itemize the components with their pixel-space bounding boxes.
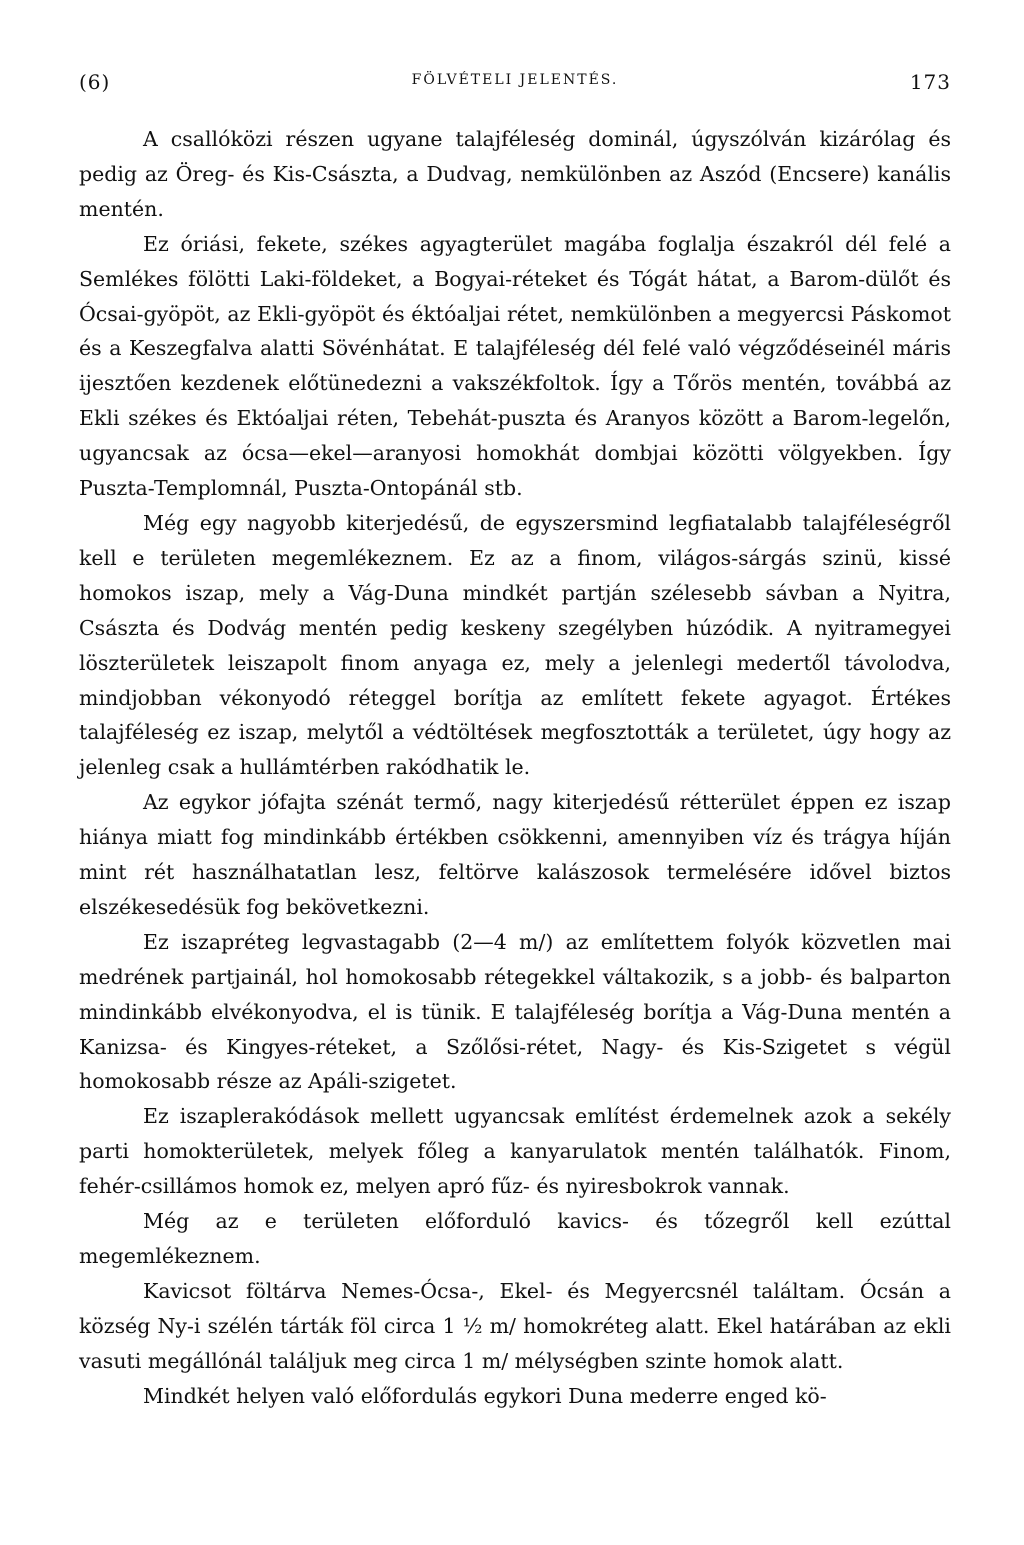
paragraph: Mindkét helyen való előfordulás egykori Duna mederre enged kö- [143, 1383, 827, 1408]
page-number: 173 [909, 70, 951, 94]
running-title: FÖLVÉTELI JELENTÉS. [411, 72, 619, 88]
paragraph: Ez iszaplerakódások mellett ugyancsak említést érdemelnek azok a sekély parti homokterületek, melyek főleg a kanyarulatok mentén találhatók. Finom, fehér-csillámos homok ez, melyen apró fűz- és nyiresbokrok vannak. [79, 1104, 951, 1199]
body-text [79, 122, 951, 1414]
document-page [79, 62, 951, 1414]
paragraph: Ez óriási, fekete, székes agyagterület magába foglalja északról dél felé a Semlékes fölötti Laki-földeket, a Bogyai-réteket és Tógát hátat, a Barom-dülőt és Ócsai-gyöpöt, az Ekli-gyöpöt és éktóaljai rétet, nemkülönben a megyercsi Páskomot és a Keszegfalva alatti Sövénhátat. E talajféleség dél felé való végződéseinél máris ijesztően kezdenek előtünedezni a vakszékfoltok. Így a Tőrös mentén, továbbá az Ekli székes és Ektóaljai réten, Tebehát-puszta és Aranyos között a Barom-legelőn, ugyancsak az ócsa—ekel—aranyosi homokhát dombjai közötti völgyekben. Így Puszta-Templomnál, Puszta-Ontopánál stb. [79, 231, 951, 501]
paragraph: Kavicsot föltárva Nemes-Ócsa-, Ekel- és Megyercsnél találtam. Ócsán a község Ny-i szélén tárták föl circa 1 ½ m/ homokréteg alatt. Ekel határában az ekli vasuti megállónál találjuk meg circa 1 m/ mélységben szinte homok alatt. [79, 1278, 951, 1373]
paragraph: Az egykor jófajta szénát termő, nagy kiterjedésű rétterület éppen ez iszap hiánya miatt fog mindinkább értékben csökkenni, amennyiben víz és trágya híján mint rét használhatatlan lesz, feltörve kalászosok termelésére idővel biztos elszékesedésük fog bekövetkezni. [79, 790, 951, 919]
page-header [79, 62, 951, 102]
paragraph: Ez iszapréteg legvastagabb (2—4 m/) az említettem folyók közvetlen mai medrének partjainál, hol homokosabb rétegekkel váltakozik, s a jobb- és balparton mindinkább elvékonyodva, el is tünik. E talajféleség borítja a Vág-Duna mentén a Kanizsa- és Kingyes-réteket, a Szőlősi-rétet, Nagy- és Kis-Szigetet s végül homokosabb része az Apáli-szigetet. [79, 929, 951, 1094]
paragraph: A csallóközi részen ugyane talajféleség dominál, úgyszólván kizárólag és pedig az Öreg- és Kis-Császta, a Dudvag, nemkülönben az Aszód (Encsere) kanális mentén. [79, 127, 951, 221]
section-number: (6) [79, 70, 111, 94]
paragraph: Még az e területen előforduló kavics- és tőzegről kell ezúttal megemlékeznem. [79, 1209, 951, 1268]
paragraph: Még egy nagyobb kiterjedésű, de egyszersmind legfiatalabb talajféleségről kell e területen megemlékeznem. Ez az a finom, világos-sárgás szinü, kissé homokos iszap, mely a Vág-Duna mindkét partján szélesebb sávban a Nyitra, Császta és Dodvág mentén pedig keskeny szegélyben húzódik. A nyitramegyei löszterületek leiszapolt finom anyaga ez, mely a jelenlegi medertől távolodva, mindjobban vékonyodó réteggel borítja az említett fekete agyagot. Értékes talajféleség ez iszap, melytől a védtöltések megfosztották a területet, úgy hogy az jelenleg csak a hullámtérben rakódhatik le. [79, 510, 951, 780]
